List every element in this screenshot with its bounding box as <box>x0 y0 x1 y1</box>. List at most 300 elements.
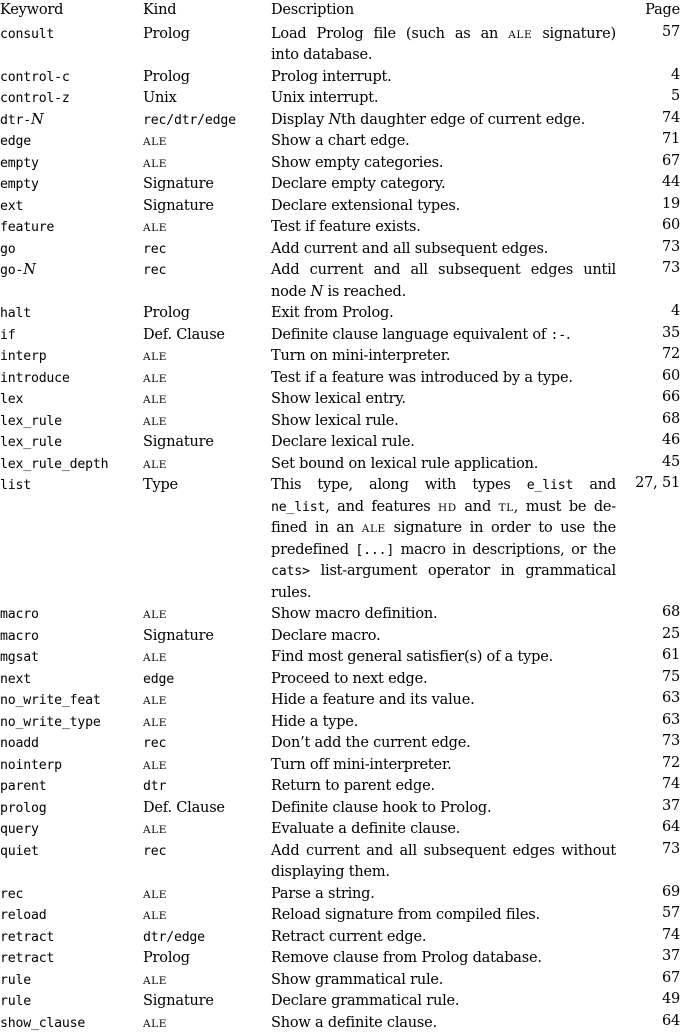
table-row <box>0 258 680 301</box>
text-segment: rule <box>0 994 31 1009</box>
description-cell <box>271 387 616 409</box>
text-segment: Declare empty category. <box>271 176 446 192</box>
keyword-cell <box>0 387 23 409</box>
description-line <box>271 258 616 280</box>
text-segment: macro <box>0 628 39 644</box>
text-segment: Signature <box>143 176 214 192</box>
text-segment: Reload signature from compiled files. <box>271 907 540 923</box>
description-cell <box>271 86 616 108</box>
page-cell: 60 <box>661 367 680 384</box>
description-cell <box>271 946 616 968</box>
description-line <box>271 925 616 947</box>
text-segment: Hide a feature and its value. <box>271 692 475 708</box>
description-cell <box>271 731 616 753</box>
text-segment: :- <box>550 327 566 343</box>
text-segment: rec <box>143 263 167 278</box>
description-cell <box>271 323 616 345</box>
kind-cell <box>143 968 167 990</box>
description-line <box>271 215 616 237</box>
text-segment: Prolog interrupt. <box>271 68 392 85</box>
text-segment: rules. <box>271 584 312 601</box>
table-row <box>0 323 680 345</box>
kind-cell <box>143 1011 167 1033</box>
text-segment: ALE <box>143 394 168 406</box>
text-segment: . <box>566 326 571 343</box>
description-line <box>271 430 616 452</box>
page-cell: 63 <box>661 711 680 728</box>
kind-cell <box>143 731 166 753</box>
description-line <box>271 366 616 388</box>
description-line <box>271 710 616 732</box>
text-segment: Prolog <box>143 68 190 85</box>
description-line <box>271 409 616 431</box>
text-segment: , and features <box>325 498 439 515</box>
text-segment: Signature <box>143 197 214 214</box>
text-segment: into database. <box>271 47 373 63</box>
text-segment: mgsat <box>0 650 39 665</box>
text-segment: macro in descriptions, or the <box>394 541 616 558</box>
keyword-cell <box>0 796 46 818</box>
kind-cell <box>143 86 177 108</box>
keyword-cell <box>0 688 101 710</box>
description-line <box>271 602 616 624</box>
description-line <box>271 817 616 839</box>
keyword-cell <box>0 903 46 925</box>
page-cell: 64 <box>661 1012 680 1029</box>
keyword-cell <box>0 989 31 1011</box>
text-segment: edge <box>0 134 31 149</box>
text-segment: ALE <box>143 910 168 922</box>
description-line <box>271 516 616 538</box>
keyword-cell <box>0 452 108 474</box>
text-segment: if <box>0 327 16 343</box>
keyword-cell <box>0 258 36 280</box>
text-segment: [...] <box>355 542 395 558</box>
description-cell <box>271 409 616 431</box>
description-line <box>271 387 616 409</box>
description-line <box>271 645 616 667</box>
table-body <box>0 22 680 1033</box>
text-segment: signature) <box>532 25 616 42</box>
description-cell <box>271 645 616 667</box>
text-segment: Find most general satisfier(s) of a type. <box>271 649 554 665</box>
text-segment: HD <box>438 501 457 514</box>
description-line <box>271 65 616 87</box>
description-cell <box>271 22 616 65</box>
description-line <box>271 774 616 796</box>
description-line <box>271 839 616 861</box>
keyword-cell <box>0 86 70 108</box>
description-line <box>271 581 616 603</box>
text-segment: ALE <box>143 351 168 363</box>
kind-cell <box>143 624 214 646</box>
text-segment: ALE <box>143 824 168 836</box>
text-segment: rec/dtr/edge <box>143 112 236 128</box>
text-segment: Parse a string. <box>271 885 375 902</box>
kind-cell <box>143 215 167 237</box>
keyword-cell <box>0 946 54 968</box>
text-segment: consult <box>0 26 55 42</box>
text-segment: predefined <box>271 541 356 558</box>
kind-cell <box>143 753 167 775</box>
table-row <box>0 237 680 259</box>
text-segment: Retract current edge. <box>271 928 427 945</box>
keyword-cell <box>0 237 15 259</box>
text-segment: Declare lexical rule. <box>271 434 415 450</box>
description-line <box>271 473 616 495</box>
table-row <box>0 473 680 602</box>
description-line <box>271 903 616 925</box>
description-cell <box>271 301 616 323</box>
description-cell <box>271 452 616 474</box>
text-segment: ALE <box>143 372 168 385</box>
text-segment: is reached. <box>323 283 407 300</box>
kind-cell <box>143 925 205 947</box>
keyword-cell <box>0 968 31 990</box>
table-row <box>0 301 680 323</box>
page-cell: 60 <box>661 217 680 233</box>
text-segment: parent <box>0 779 47 794</box>
keyword-cell <box>0 409 62 431</box>
text-segment: ALE <box>143 1017 168 1030</box>
table-row <box>0 839 680 882</box>
table-row <box>0 946 680 968</box>
description-cell <box>271 753 616 775</box>
table-row <box>0 710 680 732</box>
keyword-cell <box>0 839 39 861</box>
text-segment: dtr/edge <box>143 929 205 945</box>
text-segment: prolog <box>0 800 47 816</box>
description-cell <box>271 882 616 904</box>
description-cell <box>271 237 616 259</box>
text-segment: macro <box>0 607 39 622</box>
kind-cell <box>143 301 190 323</box>
page-cell: 71 <box>661 131 680 147</box>
description-line <box>271 344 616 366</box>
keyword-cell <box>0 602 39 624</box>
page-cell: 67 <box>661 969 680 986</box>
page-cell: 5 <box>670 88 680 104</box>
description-line <box>271 172 616 194</box>
table-row <box>0 624 680 646</box>
description-cell <box>271 151 616 173</box>
text-segment: lex_rule <box>0 435 62 450</box>
page-cell: 35 <box>661 324 680 341</box>
text-segment: retract <box>0 929 55 945</box>
table-header-row <box>0 0 680 22</box>
text-segment: Show lexical entry. <box>271 391 406 407</box>
text-segment: show_clause <box>0 1015 86 1031</box>
table-row <box>0 667 680 689</box>
description-cell <box>271 925 616 947</box>
page-cell: 46 <box>661 432 680 448</box>
page-cell: 37 <box>661 948 680 964</box>
text-segment: rec <box>0 886 24 902</box>
text-segment: ALE <box>143 136 168 148</box>
text-segment: ALE <box>143 888 168 901</box>
page-cell: 61 <box>661 647 680 663</box>
kind-cell <box>143 839 166 861</box>
text-segment: quiet <box>0 843 39 859</box>
table-row <box>0 387 680 409</box>
description-cell <box>271 796 616 818</box>
text-segment: dtr <box>143 779 167 794</box>
page-cell: 72 <box>661 754 680 771</box>
keyword-cell <box>0 194 23 216</box>
text-segment: Load Prolog file (such as an <box>271 25 509 42</box>
text-segment: ALE <box>143 695 168 707</box>
text-segment: control-z <box>0 91 70 106</box>
text-segment: rule <box>0 972 31 988</box>
description-cell <box>271 215 616 237</box>
description-cell <box>271 624 616 646</box>
keyword-cell <box>0 667 31 689</box>
table-row <box>0 108 680 130</box>
table-row <box>0 989 680 1011</box>
table-row <box>0 215 680 237</box>
kind-cell <box>143 237 166 259</box>
text-segment: displaying them. <box>271 864 390 880</box>
text-segment: Proceed to next edge. <box>271 670 428 687</box>
page-cell: 73 <box>661 238 680 255</box>
description-line <box>271 108 616 130</box>
page-cell: 73 <box>661 260 680 276</box>
kind-cell <box>143 667 174 689</box>
keyword-cell <box>0 731 39 753</box>
keyword-cell <box>0 22 54 44</box>
text-segment: introduce <box>0 370 70 386</box>
text-segment: Prolog <box>143 305 190 321</box>
text-segment: Show empty categories. <box>271 154 444 171</box>
text-segment: Test if feature exists. <box>271 219 421 235</box>
text-segment: go- <box>0 263 24 278</box>
table-row <box>0 602 680 624</box>
text-segment: Unix interrupt. <box>271 90 379 106</box>
page-cell: 68 <box>661 604 680 620</box>
description-cell <box>271 129 616 151</box>
text-segment: e_list <box>526 478 574 493</box>
text-segment: N <box>23 262 36 278</box>
text-segment: ALE <box>143 716 168 729</box>
text-segment: Show a definite clause. <box>271 1014 437 1031</box>
kind-cell <box>143 817 167 839</box>
text-segment: control-c <box>0 69 70 85</box>
description-cell <box>271 839 616 882</box>
page-cell: 66 <box>661 389 680 405</box>
text-segment: empty <box>0 177 39 192</box>
table-row <box>0 86 680 108</box>
text-segment: empty <box>0 155 39 171</box>
kind-cell <box>143 258 166 280</box>
description-line <box>271 323 616 345</box>
page-cell: 73 <box>661 840 680 857</box>
description-line <box>271 194 616 216</box>
description-line <box>271 538 616 560</box>
keyword-cell <box>0 817 39 839</box>
text-segment: This type, along with types <box>271 477 527 493</box>
text-segment: and <box>573 477 616 493</box>
text-segment: Exit from Prolog. <box>271 305 394 321</box>
description-line <box>271 452 616 474</box>
kind-cell <box>143 387 167 409</box>
keyword-cell <box>0 624 39 646</box>
keyword-cell <box>0 882 23 904</box>
text-segment: Def. Clause <box>143 326 225 343</box>
text-segment: rec <box>143 736 167 751</box>
kind-cell <box>143 323 225 345</box>
table-row <box>0 774 680 796</box>
text-segment: edge <box>143 671 174 687</box>
page-cell: 44 <box>661 174 680 190</box>
description-line <box>271 753 616 775</box>
kind-cell <box>143 688 167 710</box>
text-segment: ALE <box>143 415 168 428</box>
table-row <box>0 430 680 452</box>
table-row <box>0 925 680 947</box>
description-cell <box>271 817 616 839</box>
text-segment: N <box>30 111 44 128</box>
keyword-cell <box>0 344 46 366</box>
kind-cell <box>143 710 167 732</box>
page-cell: 64 <box>661 819 680 835</box>
text-segment: lex_rule <box>0 413 62 429</box>
table-row <box>0 409 680 431</box>
description-line <box>271 151 616 173</box>
text-segment: Turn on mini-interpreter. <box>271 348 451 364</box>
kind-cell <box>143 172 214 194</box>
table-row <box>0 731 680 753</box>
description-line <box>271 129 616 151</box>
text-segment: Prolog <box>143 25 190 42</box>
kind-cell <box>143 65 190 87</box>
text-segment: go <box>0 241 16 257</box>
page-cell: 19 <box>661 195 680 212</box>
keyword-cell <box>0 323 15 345</box>
keyword-cell <box>0 774 46 796</box>
text-segment: Show macro definition. <box>271 606 438 622</box>
page-cell: 73 <box>661 733 680 749</box>
keyword-cell <box>0 108 43 130</box>
text-segment: and <box>456 498 499 515</box>
kind-cell <box>143 108 236 130</box>
table-row <box>0 753 680 775</box>
text-segment: rec <box>143 843 167 859</box>
text-segment: rec <box>143 241 167 257</box>
description-line <box>271 43 616 65</box>
description-cell <box>271 258 616 301</box>
text-segment: ALE <box>143 652 168 664</box>
description-cell <box>271 688 616 710</box>
text-segment: Add current and all subsequent edges until <box>271 262 616 278</box>
page-cell: 74 <box>661 926 680 943</box>
keyword-cell <box>0 65 70 87</box>
text-segment: list <box>0 478 31 493</box>
text-segment: Def. Clause <box>143 799 225 816</box>
description-line <box>271 989 616 1011</box>
page-cell: 27, 51 <box>635 475 680 491</box>
description-cell <box>271 710 616 732</box>
keyword-cell <box>0 925 54 947</box>
text-segment: no_write_type <box>0 714 101 730</box>
text-segment: reload <box>0 908 47 923</box>
text-segment: Prolog <box>143 950 190 966</box>
text-segment: noadd <box>0 736 39 751</box>
page-cell: 74 <box>661 776 680 792</box>
page-cell: 4 <box>670 303 680 319</box>
text-segment: Test if a feature was introduced by a type. <box>271 369 573 386</box>
keyword-cell <box>0 1011 85 1033</box>
page-cell: 68 <box>661 410 680 427</box>
kind-cell <box>143 645 167 667</box>
keyword-cell <box>0 301 31 323</box>
text-segment: ALE <box>143 759 168 772</box>
text-segment: TL <box>498 501 514 514</box>
kind-cell <box>143 366 167 388</box>
table-row <box>0 22 680 65</box>
text-segment: Signature <box>143 993 214 1009</box>
text-segment: ALE <box>143 974 168 987</box>
header-kind: Kind <box>143 2 177 18</box>
text-segment: node <box>271 283 311 300</box>
kind-cell <box>143 946 190 968</box>
text-segment: fined in an <box>271 520 362 536</box>
keyword-cell <box>0 645 39 667</box>
text-segment: N <box>310 283 324 300</box>
table-row <box>0 129 680 151</box>
text-segment: Show a chart edge. <box>271 133 410 149</box>
header-description: Description <box>271 2 354 18</box>
keyword-cell <box>0 151 39 173</box>
text-segment: cats> <box>271 564 310 579</box>
kind-cell <box>143 344 167 366</box>
page-cell: 49 <box>661 991 680 1007</box>
page-cell: 75 <box>661 668 680 685</box>
description-line <box>271 667 616 689</box>
kind-cell <box>143 602 167 624</box>
table-row <box>0 151 680 173</box>
description-line <box>271 301 616 323</box>
text-segment: dtr- <box>0 112 31 128</box>
table-row <box>0 882 680 904</box>
table-row <box>0 366 680 388</box>
description-line <box>271 495 616 517</box>
page-cell: 67 <box>661 152 680 169</box>
text-segment: Display <box>271 111 329 128</box>
text-segment: Hide a type. <box>271 713 359 730</box>
text-segment: query <box>0 822 39 837</box>
page-cell: 4 <box>670 66 680 83</box>
header-page: Page <box>645 2 680 18</box>
text-segment: retract <box>0 951 55 966</box>
text-segment: th daughter edge of current edge. <box>340 111 586 128</box>
text-segment: Declare grammatical rule. <box>271 993 460 1009</box>
kind-cell <box>143 452 167 474</box>
text-segment: halt <box>0 306 31 321</box>
text-segment: next <box>0 671 31 687</box>
description-cell <box>271 1011 616 1033</box>
table-row <box>0 817 680 839</box>
text-segment: ALE <box>143 222 168 234</box>
table-row <box>0 968 680 990</box>
header-keyword: Keyword <box>0 2 64 18</box>
description-line <box>271 882 616 904</box>
text-segment: ALE <box>143 157 168 170</box>
text-segment: N <box>328 111 341 128</box>
text-segment: no_write_feat <box>0 693 101 708</box>
text-segment: Show lexical rule. <box>271 412 399 429</box>
text-segment: Definite clause language equivalent of <box>271 326 551 343</box>
text-segment: ALE <box>143 609 168 621</box>
